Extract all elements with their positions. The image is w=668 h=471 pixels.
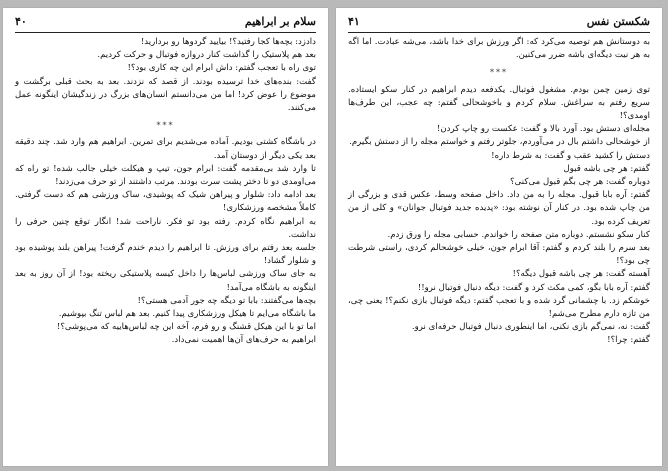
paragraph: توی زمین چمن بودم. مشغول فوتبال. یکدفعه دیدم ابراهیم در کنار سکو ایستاده. سریع رفتم به سراغش. سلام کردم و باخوشحالی گفتم: چه عجب، این طرف‌ها اومدی؟! xyxy=(348,84,650,122)
paragraph: ابراهیم به حرف‌های آن‌ها اهمیت نمی‌داد. xyxy=(171,335,316,346)
page-number: ۴۰ xyxy=(15,15,27,28)
paragraph: دادزد: بچه‌ها کجا رفتید؟! بیایید گردوها رو بردارید! xyxy=(140,37,316,47)
paragraph: گفتم: هر چی باشه قبول xyxy=(563,163,650,174)
paragraph: مجله‌ای دستش بود. آورد بالا و گفت: عکست رو چاپ کردن! xyxy=(436,124,650,135)
running-title: سلام بر ابراهیم xyxy=(244,15,316,28)
paragraph: گفتم: چرا؟! xyxy=(607,335,650,346)
paragraph: بعد سرم را بلند کردم و گفتم: آقا ابرام جون، خیلی خوشحالم کردی، راستی شرطت چی بود؟! xyxy=(348,243,650,267)
paragraph: بعد هم پلاستیک را گذاشت کنار دروازه فوتبال و حرکت کردیم. xyxy=(97,50,316,61)
paragraph: به جای ساک ورزشی لباس‌ها را داخل کیسه پلاستیکی ریخته بود! از آن روز به بعد اینگونه به باشگاه می‌آمد! xyxy=(15,269,316,293)
paragraph: جلسه بعد رفتم برای ورزش. تا ابراهیم را دیدم خندم گرفت! پیراهن بلند پوشیده بود و شلوار گشاد! xyxy=(15,243,316,267)
running-title: شکستن نفس xyxy=(586,15,650,28)
section-separator: *** xyxy=(156,121,175,131)
paragraph: اما تو با این هیکل قشنگ و رو فرم، آخه این چه لباس‌هاییه که می‌پوشی؟! xyxy=(56,322,316,333)
paragraph: گفت: بنده‌های خدا ترسیده بودند. از قصد که نزدند. بعد به بحث قبلی برگشت و موضوع را عوض کرد! اما من می‌دانستم انسان‌های بزرگ در زندگیشان اینگونه عمل می‌کنند. xyxy=(15,76,316,114)
right-page xyxy=(336,8,662,466)
section-separator: *** xyxy=(490,68,508,78)
paragraph: بچه‌ها می‌گفتند: بابا تو دیگه چه جور آدمی هستی؟! xyxy=(137,295,316,306)
paragraph: ما باشگاه می‌ایم تا هیکل ورزشکاری پیدا کنیم. بعد هم لباس تنگ بپوشیم. xyxy=(58,309,316,320)
page-body xyxy=(348,36,650,462)
left-page xyxy=(3,8,328,466)
paragraph: دستش را کشید عقب و گفت: به شرط داره! xyxy=(491,150,650,161)
paragraph: در باشگاه کشتی بودیم. آماده می‌شدیم برای تمرین. ابراهیم هم وارد شد. چند دقیقه بعد یکی دیگر از دوستان آمد. xyxy=(15,137,316,161)
paragraph: بعد ادامه داد: شلوار و پیراهن شیک که پوشیدی، ساک ورزشی هم که دست گرفتی. کاملاً مشخصه ورزشکاری! xyxy=(15,190,316,214)
paragraph: توی راه با تعجب گفتم: داش ابرام این چه کاری بود؟! xyxy=(127,63,316,74)
paragraph: گفتم: آره بابا بگو، کمی مکث کرد و گفت: دیگه دنبال فوتبال نرو!! xyxy=(417,282,650,293)
page-number: ۴۱ xyxy=(348,15,360,28)
paragraph: گفتم: آره بابا قبول. مجله را به من داد. داخل صفحه وسط، عکس قدی و بزرگی از من چاپ شده بود. در کنار آن نوشته بود: «پدیده جدید فوتبال جوانان» و کلی از من تعریف کرده بود. xyxy=(348,190,650,227)
paragraph: دوباره گفت: هر چی بگم قبول می‌کنی؟ xyxy=(510,177,650,188)
paragraph: به ابراهیم نگاه کردم. رفته بود تو فکر. ناراحت شد! انگار توقع چنین حرفی را نداشت. xyxy=(15,216,316,240)
paragraph: خوشکم زد. با چشمانی گرد شده و با تعجب گفتم: دیگه فوتبال بازی نکنم؟! یعنی چی، من تازه دارم مطرح می‌شم! xyxy=(348,295,650,320)
paragraph: کنار سکو نشستم. دوباره متن صفحه را خواندم. حسابی مجله را ورق زدم. xyxy=(387,229,650,240)
page-header xyxy=(15,14,316,33)
paragraph: گفت: نه، نمی‌گم بازی نکنی، اما اینطوری دنبال فوتبال حرفه‌ای نرو. xyxy=(411,322,650,333)
page-header xyxy=(348,14,650,33)
paragraph: از خوشحالی داشتم بال در می‌آوردم، جلوتر رفتم و خواستم مجله را از دستش بگیرم. xyxy=(349,137,650,148)
paragraph: تا وارد شد بی‌مقدمه گفت: ابرام جون، تیپ و هیکلت خیلی جالب شده! تو راه که می‌اومدی دو تا دختر پشت سرت بودند. مرتب داشتند از تو حرف می‌زدند! xyxy=(15,163,316,188)
paragraph: به دوستانش هم توصیه می‌کرد که: اگر ورزش برای خدا باشد، می‌شه عبادت. اما اگه به هر نیت دیگه‌ای باشه ضرر می‌کنین. xyxy=(348,37,650,61)
paragraph: آهسته گفت: هر چی باشه قبول دیگه؟! xyxy=(512,269,650,280)
page-body xyxy=(15,36,316,462)
